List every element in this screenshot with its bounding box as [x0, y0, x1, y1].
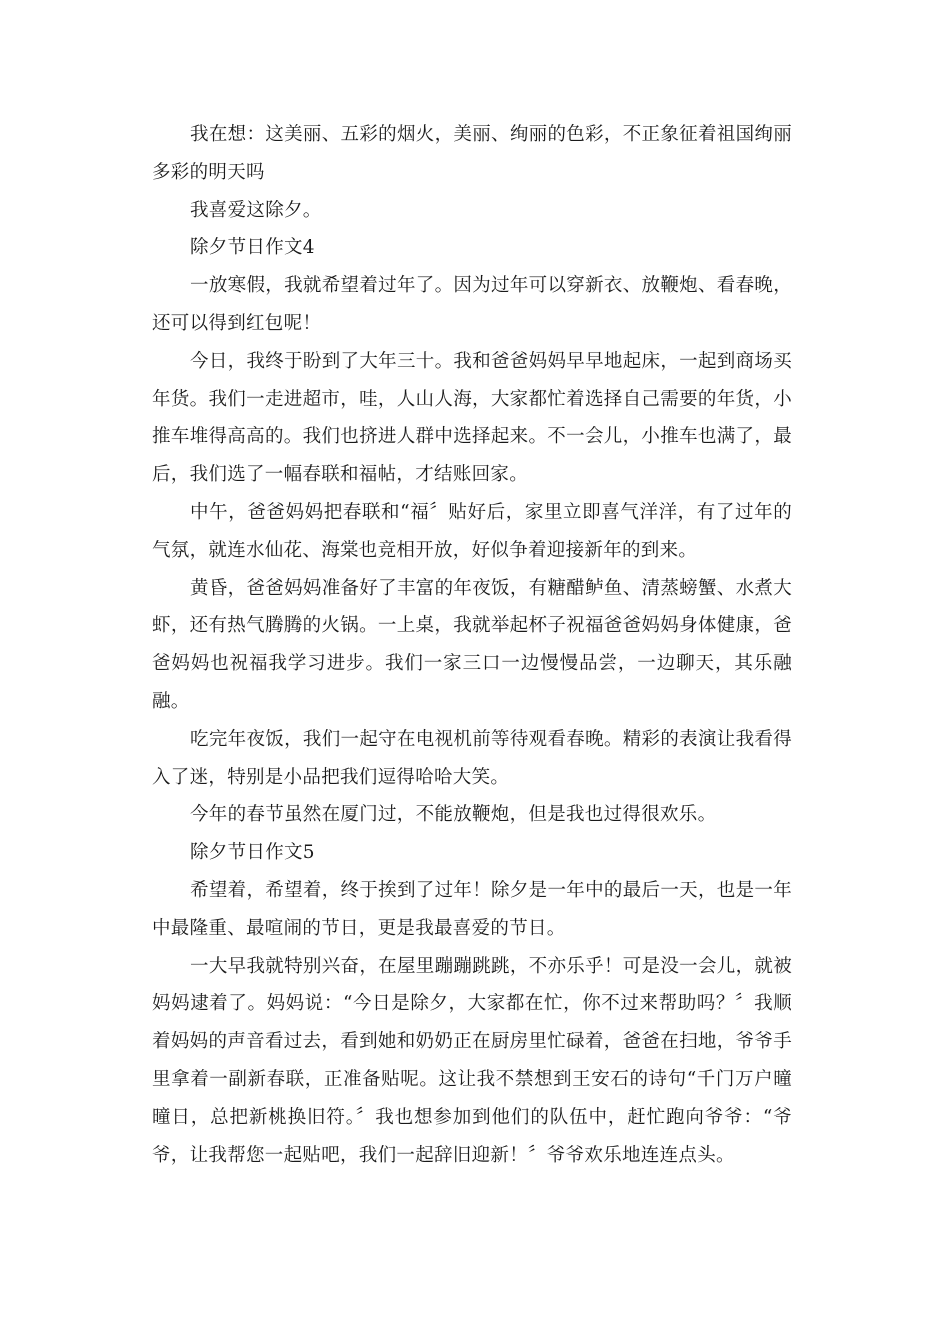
paragraph: 一放寒假，我就希望着过年了。因为过年可以穿新衣、放鞭炮、看春晚，还可以得到红包呢！ — [152, 275, 792, 334]
paragraph: 吃完年夜饭，我们一起守在电视机前等待观看春晚。精彩的表演让我看得入了迷，特别是小品把我们逗得哈哈大笑。 — [152, 728, 792, 788]
paragraph: 我喜爱这除夕。 — [190, 199, 322, 221]
paragraph: 希望着，希望着，终于挨到了过年！除夕是一年中的最后一天，也是一年中最隆重、最喧闹的节日，更是我最喜爱的节日。 — [152, 879, 792, 939]
section-heading: 除夕节日作文4 — [190, 237, 315, 259]
paragraph: 我在想：这美丽、五彩的烟火，美丽、绚丽的色彩，不正象征着祖国绚丽多彩的明天吗 — [152, 124, 792, 183]
section-heading: 除夕节日作文5 — [190, 842, 315, 864]
paragraph: 今年的春节虽然在厦门过，不能放鞭炮，但是我也过得很欢乐。 — [190, 804, 717, 826]
paragraph: 中午，爸爸妈妈把春联和“福〞贴好后，家里立即喜气洋洋，有了过年的气氛，就连水仙花、海棠也竞相开放，好似争着迎接新年的到来。 — [152, 501, 792, 561]
paragraph: 一大早我就特别兴奋，在屋里蹦蹦跳跳，不亦乐乎！可是没一会儿，就被妈妈逮着了。妈妈说：“今日是除夕，大家都在忙，你不过来帮助吗？〞我顺着妈妈的声音看过去，看到她和奶奶正在厨房里忙碌着，爸爸在扫地，爷爷手里拿着一副新春联，正准备贴呢。这让我不禁想到王安石的诗句“千门万户曈曈日，总把新桃换旧符。〞我也想参加到他们的队伍中，赶忙跑向爷爷：“爷爷，让我帮您一起贴吧，我们一起辞旧迎新！〞爷爷欢乐地连连点头。 — [152, 955, 792, 1166]
paragraph: 今日，我终于盼到了大年三十。我和爸爸妈妈早早地起床，一起到商场买年货。我们一走进超市，哇，人山人海，大家都忙着选择自己需要的年货，小推车堆得高高的。我们也挤进人群中选择起来。不一会儿，小推车也满了，最后，我们选了一幅春联和福帖，才结账回家。 — [152, 350, 792, 486]
paragraph: 黄昏，爸爸妈妈准备好了丰富的年夜饭，有糖醋鲈鱼、清蒸螃蟹、水煮大虾，还有热气腾腾的火锅。一上桌，我就举起杯子祝福爸爸妈妈身体健康，爸爸妈妈也祝福我学习进步。我们一家三口一边慢慢品尝，一边聊天，其乐融融。 — [152, 577, 792, 712]
document-body — [152, 116, 792, 1174]
